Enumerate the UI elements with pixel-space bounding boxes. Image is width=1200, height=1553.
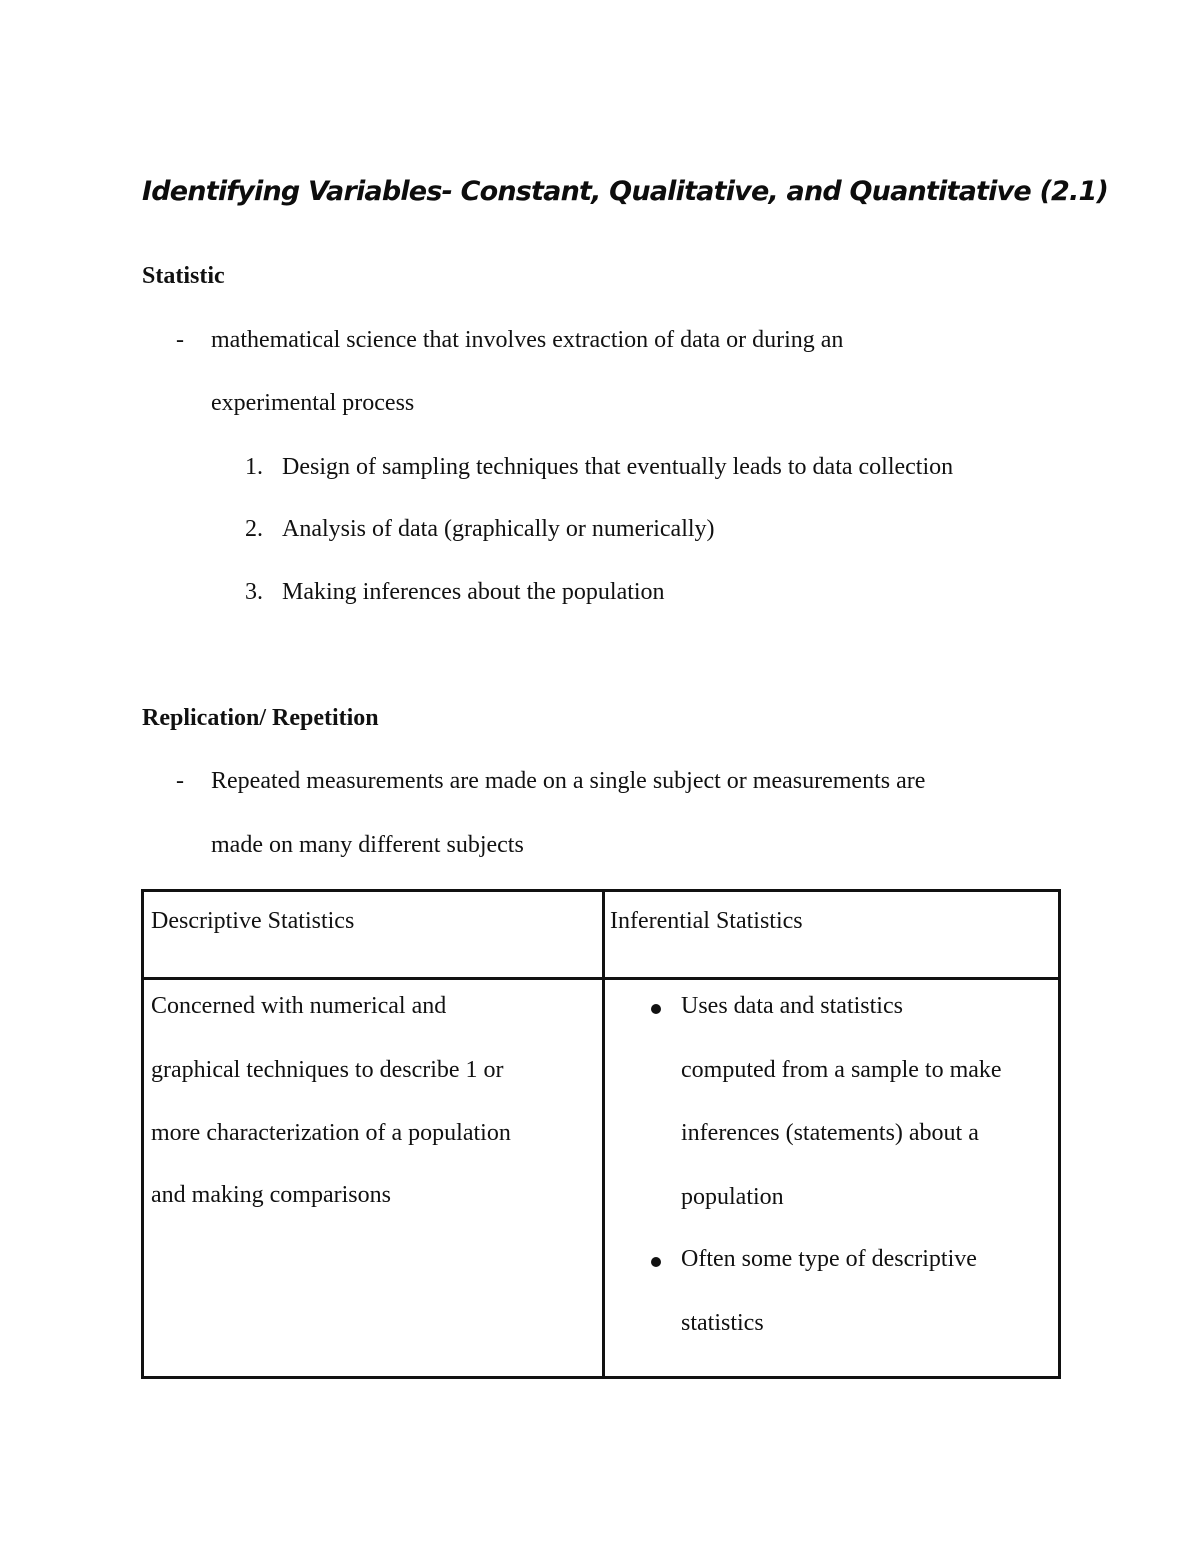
inferential-bullet-line: computed from a sample to make bbox=[681, 1057, 1002, 1083]
section-heading-statistic: Statistic bbox=[142, 263, 225, 289]
list-item: Making inferences about the population bbox=[282, 579, 665, 605]
table-header-inferential: Inferential Statistics bbox=[610, 908, 803, 934]
replication-definition-line: Repeated measurements are made on a single subject or measurements are bbox=[211, 768, 926, 794]
statistic-definition-line: experimental process bbox=[211, 390, 415, 416]
table-header-descriptive: Descriptive Statistics bbox=[151, 908, 355, 934]
list-item: Analysis of data (graphically or numerically) bbox=[282, 516, 715, 542]
bullet-dot-icon bbox=[651, 1257, 661, 1267]
statistic-definition-line: mathematical science that involves extraction of data or during an bbox=[211, 327, 844, 353]
inferential-bullet-line: inferences (statements) about a bbox=[681, 1120, 979, 1146]
statistics-comparison-table bbox=[141, 889, 1061, 1379]
inferential-bullet-line: Often some type of descriptive bbox=[681, 1246, 977, 1272]
descriptive-text-line: and making comparisons bbox=[151, 1182, 391, 1208]
replication-definition-line: made on many different subjects bbox=[211, 832, 524, 858]
section-heading-replication: Replication/ Repetition bbox=[142, 705, 379, 731]
descriptive-text-line: Concerned with numerical and bbox=[151, 993, 447, 1019]
list-number: 3. bbox=[245, 579, 263, 605]
inferential-bullet-line: population bbox=[681, 1184, 784, 1210]
dash-bullet: - bbox=[176, 768, 184, 794]
bullet-dot-icon bbox=[651, 1004, 661, 1014]
table-column-divider bbox=[602, 892, 605, 1376]
descriptive-text-line: more characterization of a population bbox=[151, 1120, 511, 1146]
document-title: Identifying Variables- Constant, Qualitative, and Quantitative (2.1) bbox=[142, 176, 1108, 207]
table-row-divider bbox=[144, 977, 1058, 980]
list-number: 1. bbox=[245, 454, 263, 480]
inferential-bullet-line: Uses data and statistics bbox=[681, 993, 903, 1019]
inferential-bullet-line: statistics bbox=[681, 1310, 764, 1336]
dash-bullet: - bbox=[176, 327, 184, 353]
list-number: 2. bbox=[245, 516, 263, 542]
descriptive-text-line: graphical techniques to describe 1 or bbox=[151, 1057, 504, 1083]
list-item: Design of sampling techniques that eventually leads to data collection bbox=[282, 454, 954, 480]
